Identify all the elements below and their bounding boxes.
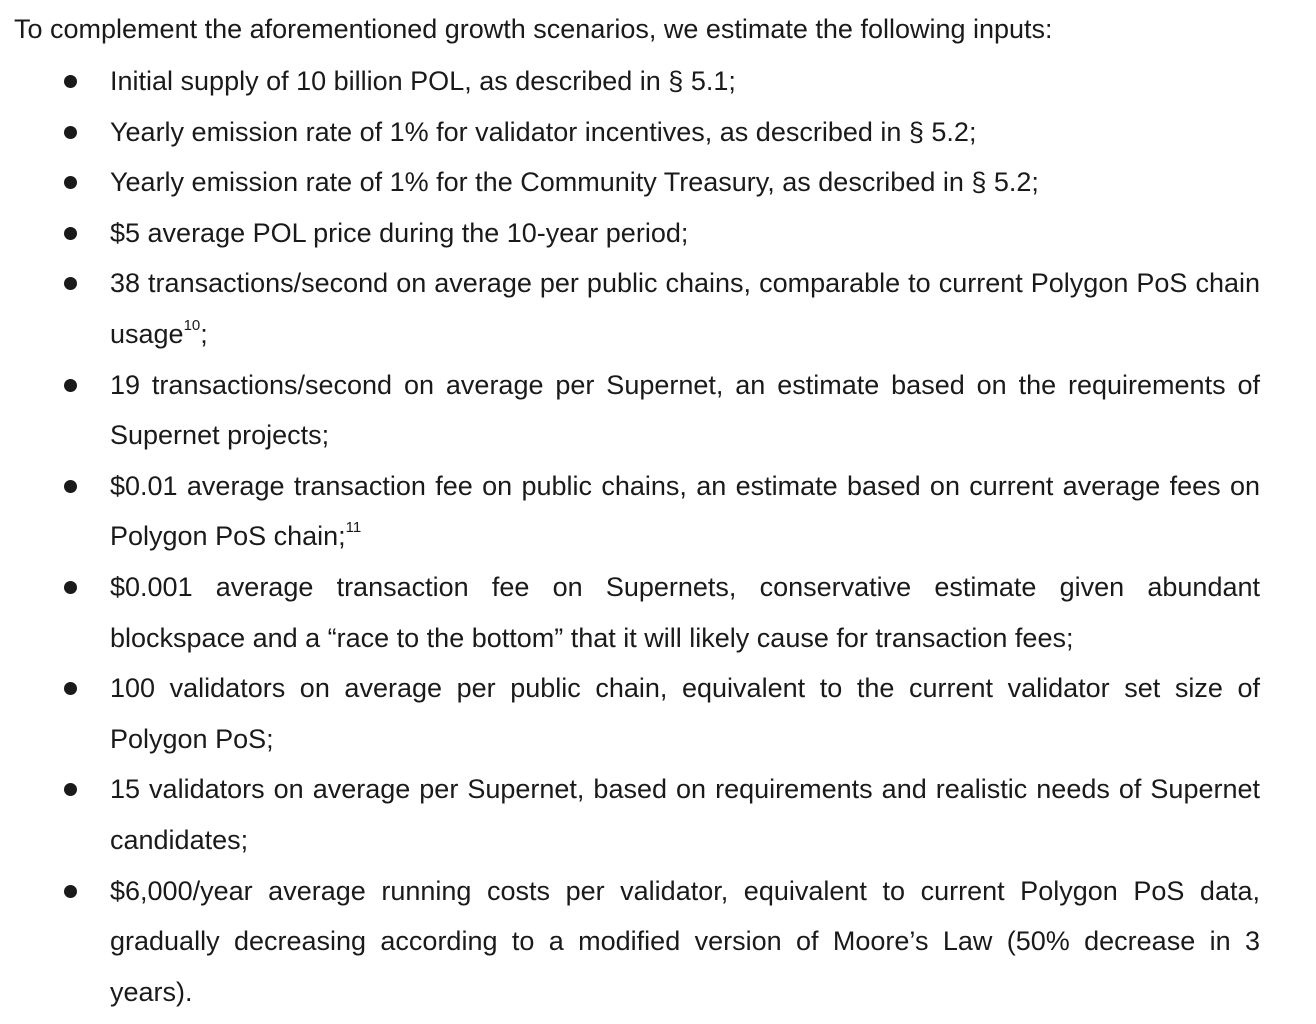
list-item-text: $5 average POL price during the 10-year period; xyxy=(110,217,689,248)
list-item-text: 19 transactions/second on average per Supernet, an estimate based on the requirements of Supernet projects; xyxy=(110,369,1260,451)
bullet-icon xyxy=(64,277,77,290)
footnote-marker-10[interactable]: 10 xyxy=(183,316,201,334)
inputs-bullet-list xyxy=(0,56,1316,1017)
list-item xyxy=(0,107,1260,158)
list-item xyxy=(0,157,1260,208)
list-item-text: 38 transactions/second on average per public chains, comparable to current Polygon PoS chain usage xyxy=(110,268,1260,349)
bullet-icon xyxy=(64,682,77,695)
bullet-icon xyxy=(64,75,77,88)
list-item-text: $6,000/year average running costs per validator, equivalent to current Polygon PoS data, gradually decreasing according to a modified version of Moore’s Law (50% decrease in 3 years). xyxy=(110,875,1260,1007)
bullet-icon xyxy=(64,783,77,796)
bullet-icon xyxy=(64,581,77,594)
bullet-icon xyxy=(64,885,77,898)
bullet-icon xyxy=(64,379,77,392)
bullet-icon xyxy=(64,227,77,240)
list-item-text: $0.01 average transaction fee on public chains, an estimate based on current average fees on Polygon PoS chain; xyxy=(110,470,1260,552)
list-item-text: 15 validators on average per Supernet, based on requirements and realistic needs of Supernet candidates; xyxy=(110,774,1260,855)
list-item-text: 100 validators on average per public chain, equivalent to the current validator set size of Polygon PoS; xyxy=(110,673,1260,754)
bullet-icon xyxy=(64,176,77,189)
list-item xyxy=(0,360,1260,461)
list-item-text: $0.001 average transaction fee on Supernets, conservative estimate given abundant blockspace and a “race to the bottom” that it will likely cause for transaction fees; xyxy=(110,571,1260,653)
list-item-text-end: ; xyxy=(200,318,208,349)
list-item xyxy=(0,663,1260,764)
bullet-icon xyxy=(64,480,77,493)
list-item xyxy=(0,258,1260,359)
list-item xyxy=(0,764,1260,865)
list-item xyxy=(0,56,1260,107)
list-item-text: Yearly emission rate of 1% for validator incentives, as described in § 5.2; xyxy=(110,116,977,147)
list-item xyxy=(0,866,1260,1018)
bullet-icon xyxy=(64,126,77,139)
list-item xyxy=(0,562,1260,663)
list-item xyxy=(0,461,1260,562)
list-item-text: Initial supply of 10 billion POL, as described in § 5.1; xyxy=(110,66,736,96)
list-item-text: Yearly emission rate of 1% for the Community Treasury, as described in § 5.2; xyxy=(110,167,1039,198)
footnote-marker-11[interactable]: 11 xyxy=(345,519,362,537)
intro-paragraph: To complement the aforementioned growth scenarios, we estimate the following inputs: xyxy=(14,14,1053,44)
list-item xyxy=(0,208,1260,259)
